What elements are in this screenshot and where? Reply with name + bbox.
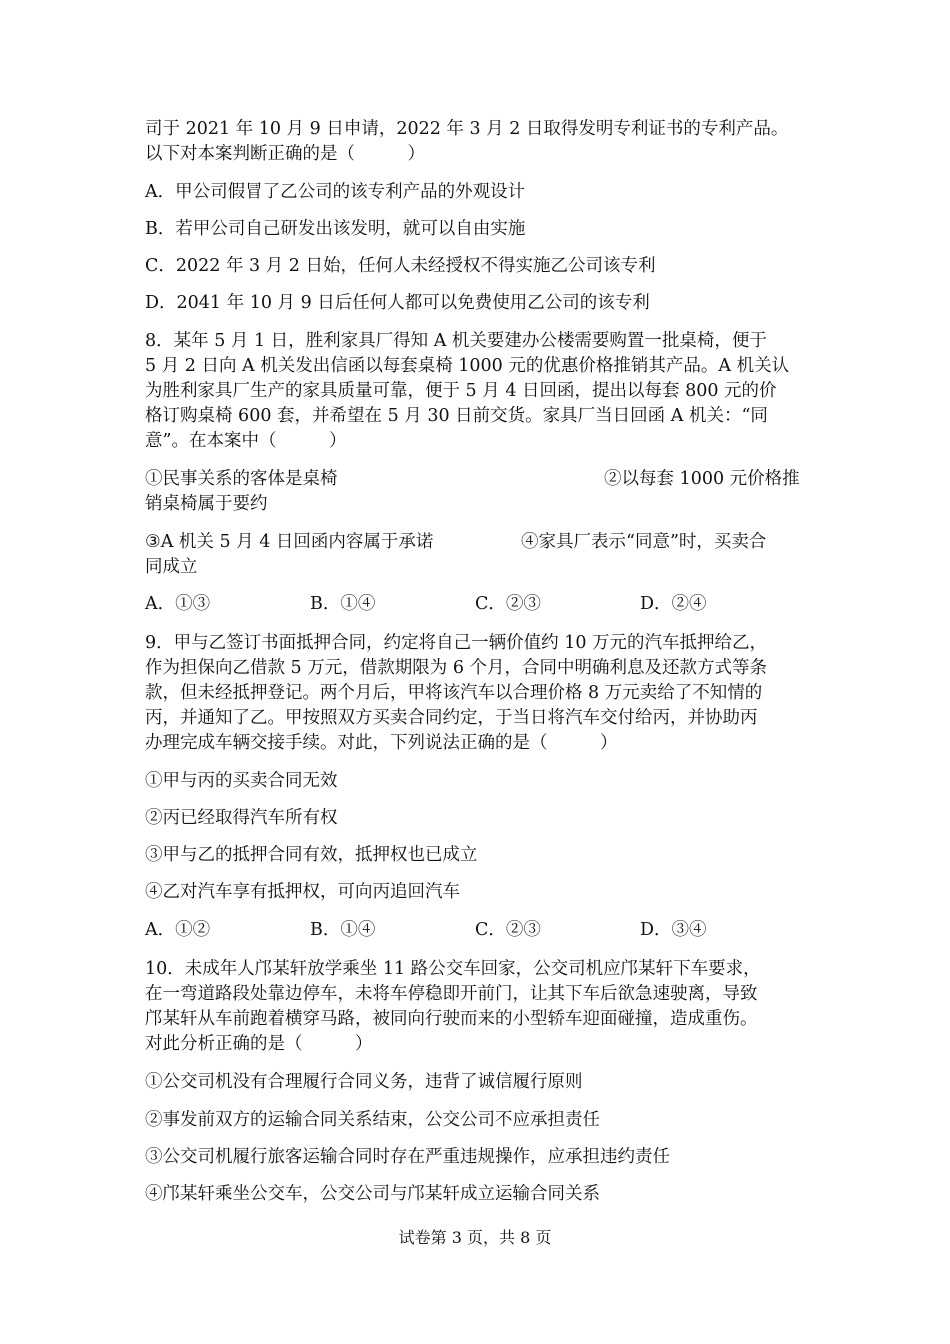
q10-item-4: ④邝某轩乘坐公交车，公交公司与邝某轩成立运输合同关系 <box>145 1184 600 1204</box>
q10-stem-line-4: 对此分析正确的是（ ） <box>145 1034 373 1054</box>
q9-item-2: ②丙已经取得汽车所有权 <box>145 808 338 828</box>
q10-item-3: ③公交司机履行旅客运输合同时存在严重违规操作，应承担违约责任 <box>145 1147 670 1167</box>
q8-choice-b: B．①④ <box>310 594 376 614</box>
q7-option-b: B．若甲公司自己研发出该发明，就可以自由实施 <box>145 219 526 239</box>
q9-stem-line-1: 9．甲与乙签订书面抵押合同，约定将自己一辆价值约 10 万元的汽车抵押给乙， <box>145 633 768 653</box>
q7-option-d: D．2041 年 10 月 9 日后任何人都可以免费使用乙公司的该专利 <box>145 293 650 313</box>
q9-item-1: ①甲与丙的买卖合同无效 <box>145 771 338 791</box>
q8-choice-d: D．②④ <box>640 594 707 614</box>
q9-stem-line-3: 款，但未经抵押登记。两个月后，甲将该汽车以合理价格 8 万元卖给了不知情的 <box>145 683 763 703</box>
q9-choice-a: A．①② <box>145 920 211 940</box>
q9-choice-b: B．①④ <box>310 920 376 940</box>
q8-stem-line-3: 为胜利家具厂生产的家具质量可靠，便于 5 月 4 日回函，提出以每套 800 元的价 <box>145 381 777 401</box>
q9-stem-line-4: 丙，并通知了乙。甲按照双方买卖合同约定，于当日将汽车交付给丙，并协助丙 <box>145 708 758 728</box>
page-footer: 试卷第 3 页，共 8 页 <box>398 1228 552 1247</box>
q10-item-1: ①公交司机没有合理履行合同义务，违背了诚信履行原则 <box>145 1072 583 1092</box>
q8-item-3: ③A 机关 5 月 4 日回函内容属于承诺 <box>145 532 434 552</box>
q9-stem-line-2: 作为担保向乙借款 5 万元，借款期限为 6 个月，合同中明确利息及还款方式等条 <box>145 658 768 678</box>
q9-choices <box>145 918 845 942</box>
q10-item-2: ②事发前双方的运输合同关系结束，公交公司不应承担责任 <box>145 1110 600 1130</box>
q8-stem-line-4: 格订购桌椅 600 套，并希望在 5 月 30 日前交货。家具厂当日回函 A 机关：“同 <box>145 406 768 426</box>
q7-stem-line-1: 司于 2021 年 10 月 9 日申请，2022 年 3 月 2 日取得发明专利证书的专利产品。 <box>145 119 789 139</box>
q8-choice-c: C．②③ <box>475 594 541 614</box>
q8-item-2-part-1: ②以每套 1000 元价格推 <box>604 469 800 489</box>
q7-stem-line-2: 以下对本案判断正确的是（ ） <box>145 144 425 164</box>
q7-option-c: C．2022 年 3 月 2 日始，任何人未经授权不得实施乙公司该专利 <box>145 256 656 276</box>
q8-choices <box>145 592 845 616</box>
q9-stem-line-5: 办理完成车辆交接手续。对此，下列说法正确的是（ ） <box>145 733 618 753</box>
q8-stem-line-5: 意”。在本案中（ ） <box>145 431 347 451</box>
q10-stem-line-3: 邝某轩从车前跑着横穿马路，被同向行驶而来的小型轿车迎面碰撞，造成重伤。 <box>145 1009 758 1029</box>
q9-item-4: ④乙对汽车享有抵押权，可向丙追回汽车 <box>145 882 460 902</box>
q9-choice-c: C．②③ <box>475 920 541 940</box>
q8-item-1: ①民事关系的客体是桌椅 <box>145 469 338 489</box>
q8-item-4-part-2: 同成立 <box>145 557 198 577</box>
q10-stem-line-1: 10．未成年人邝某轩放学乘坐 11 路公交车回家，公交司机应邝某轩下车要求， <box>145 959 761 979</box>
q7-option-a: A．甲公司假冒了乙公司的该专利产品的外观设计 <box>145 182 526 202</box>
q8-choice-a: A．①③ <box>145 594 211 614</box>
q8-item-2-part-2: 销桌椅属于要约 <box>145 494 268 514</box>
q10-stem-line-2: 在一弯道路段处靠边停车，未将车停稳即开前门，让其下车后欲急速驶离，导致 <box>145 984 758 1004</box>
q8-stem-line-2: 5 月 2 日向 A 机关发出信函以每套桌椅 1000 元的优惠价格推销其产品。A 机关认 <box>145 356 790 376</box>
q9-choice-d: D．③④ <box>640 920 707 940</box>
q8-stem-line-1: 8．某年 5 月 1 日，胜利家具厂得知 A 机关要建办公楼需要购置一批桌椅，便于 <box>145 331 767 351</box>
q8-item-4-part-1: ④家具厂表示“同意”时，买卖合 <box>521 532 767 552</box>
q9-item-3: ③甲与乙的抵押合同有效，抵押权也已成立 <box>145 845 478 865</box>
